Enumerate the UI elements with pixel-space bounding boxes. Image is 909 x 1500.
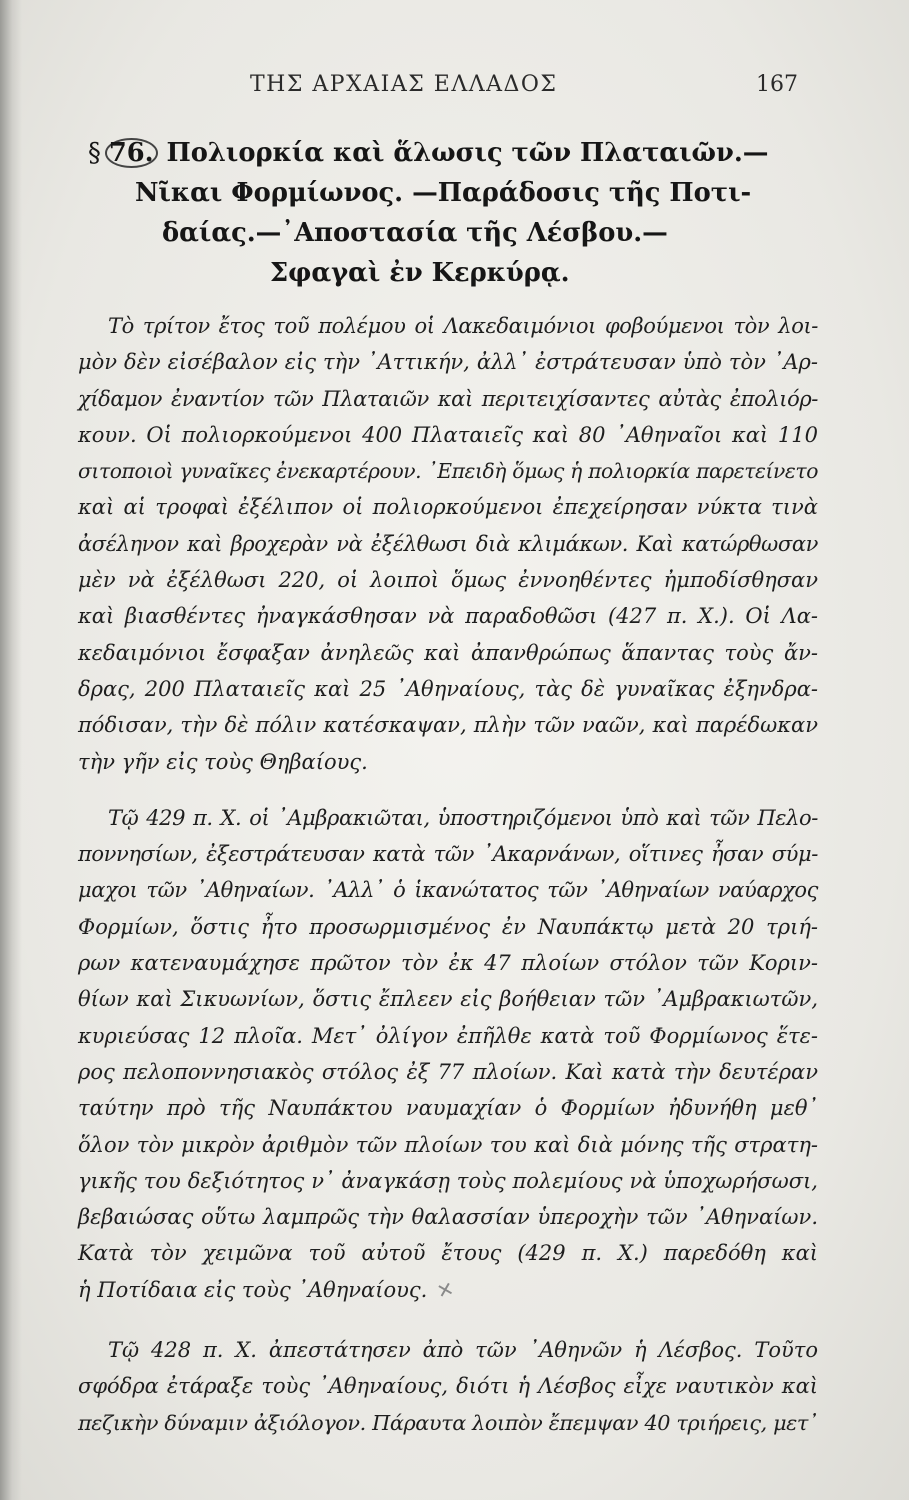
heading-line: Νῖκαι Φορμίωνος. —Παράδοσις τῆς Ποτι- bbox=[135, 178, 752, 208]
paragraph-lesbos bbox=[78, 1332, 818, 1441]
text-line: πεζικὴν δύναμιν ἀξιόλογον. Πάραυτα λοιπὸν ἔπεμψαν 40 τριήρεις, μετ᾿ bbox=[78, 1410, 818, 1435]
text-line: ποννησίων, ἐξεστράτευσαν κατὰ τῶν ᾿Ακαρνάνων, οἵτινες ἦσαν σύμ- bbox=[78, 842, 818, 867]
text-line: σφόδρα ἐτάραξε τοὺς ᾿Αθηναίους, διότι ἡ Λέσβος εἶχε ναυτικὸν καὶ bbox=[78, 1374, 818, 1399]
text-line: γικῆς του δεξιότητος ν᾿ ἀναγκάσῃ τοὺς πολεμίους νὰ ὑποχωρήσωσι, bbox=[78, 1168, 818, 1193]
text-line: Τῷ 428 π. Χ. ἀπεστάτησεν ἀπὸ τῶν ᾿Αθηνῶν ἡ Λέσβος. Τοῦτο bbox=[108, 1338, 818, 1363]
text-line: σιτοποιοὶ γυναῖκες ἐνεκαρτέρουν. ᾿Επειδὴ ὅμως ἡ πολιορκία παρετείνετο bbox=[78, 459, 818, 484]
text-line: θίων καὶ Σικυωνίων, ὅστις ἔπλεεν εἰς βοήθειαν τῶν ᾿Αμβρακιωτῶν, bbox=[78, 987, 818, 1012]
text-line: μαχοι τῶν ᾿Αθηναίων. ᾿Αλλ᾿ ὁ ἱκανώτατος τῶν ᾿Αθηναίων ναύαρχος bbox=[78, 878, 818, 903]
heading-line: Σφαγαὶ ἐν Κερκύρᾳ. bbox=[270, 258, 570, 288]
paragraph-plataea bbox=[78, 308, 818, 780]
text-line: κουν. Οἱ πολιορκούμενοι 400 Πλαταιεῖς καὶ 80 ᾿Αθηναῖοι καὶ 110 bbox=[78, 422, 818, 447]
text-line: Τὸ τρίτον ἔτος τοῦ πολέμου οἱ Λακεδαιμόνιοι φοβούμενοι τὸν λοι- bbox=[108, 314, 818, 338]
running-title: ΤΗΣ ΑΡΧΑΙΑΣ ΕΛΛΑΔΟΣ bbox=[250, 72, 558, 97]
text-line-content: ἡ Ποτίδαια εἰς τοὺς ᾿Αθηναίους. bbox=[78, 1277, 428, 1302]
text-line: δρας, 200 Πλαταιεῖς καὶ 25 ᾿Αθηναίους, τὰς δὲ γυναῖκας ἐξηνδρα- bbox=[78, 676, 818, 701]
text-line: καὶ βιασθέντες ἠναγκάσθησαν νὰ παραδοθῶσι (427 π. Χ.). Οἱ Λα- bbox=[78, 604, 818, 629]
text-line: κεδαιμόνιοι ἔσφαξαν ἀνηλεῶς καὶ ἀπανθρώπως ἅπαντας τοὺς ἄν- bbox=[78, 640, 818, 665]
section-symbol: § bbox=[88, 138, 101, 168]
section-number: 76. bbox=[105, 138, 158, 168]
pencil-mark: ✕ bbox=[434, 1275, 457, 1304]
text-line: ρος πελοποννησιακὸς στόλος ἐξ 77 πλοίων. Καὶ κατὰ τὴν δευτέραν bbox=[78, 1059, 818, 1084]
text-line bbox=[78, 1272, 818, 1308]
text-line: τὴν γῆν εἰς τοὺς Θηβαίους. bbox=[78, 749, 368, 774]
chapter-heading bbox=[88, 133, 788, 293]
text-line: μὲν νὰ ἐξέλθωσι 220, οἱ λοιποὶ ὅμως ἐννοηθέντες ἠμποδίσθησαν bbox=[78, 568, 818, 593]
text-line: ρων κατεναυμάχησε πρῶτον τὸν ἐκ 47 πλοίων στόλον τῶν Κοριν- bbox=[78, 951, 818, 976]
text-line: καὶ αἱ τροφαὶ ἐξέλιπον οἱ πολιορκούμενοι ἐπεχείρησαν νύκτα τινὰ bbox=[78, 495, 818, 520]
text-line: βεβαιώσας οὕτω λαμπρῶς τὴν θαλασσίαν ὑπεροχὴν τῶν ᾿Αθηναίων. bbox=[78, 1205, 818, 1230]
page-number: 167 bbox=[756, 72, 798, 97]
body-text bbox=[78, 308, 818, 1441]
text-line: ὅλον τὸν μικρὸν ἀριθμὸν τῶν πλοίων του καὶ διὰ μόνης τῆς στρατη- bbox=[78, 1132, 818, 1157]
heading-line bbox=[88, 133, 788, 173]
text-line: κυριεύσας 12 πλοῖα. Μετ᾿ ὀλίγον ἐπῆλθε κατὰ τοῦ Φορμίωνος ἕτε- bbox=[78, 1023, 818, 1048]
text-line: Τῷ 429 π. Χ. οἱ ᾿Αμβρακιῶται, ὑποστηριζόμενοι ὑπὸ καὶ τῶν Πελο- bbox=[108, 805, 818, 830]
text-line: χίδαμον ἐναντίον τῶν Πλαταιῶν καὶ περιτειχίσαντες αὐτὰς ἐπολιόρ- bbox=[78, 386, 818, 411]
text-line: Κατὰ τὸν χειμῶνα τοῦ αὐτοῦ ἔτους (429 π. Χ.) παρεδόθη καὶ bbox=[78, 1241, 818, 1266]
text-line: μὸν δὲν εἰσέβαλον εἰς τὴν ᾿Αττικήν, ἀλλ᾿ ἐστράτευσαν ὑπὸ τὸν ᾿Αρ- bbox=[78, 350, 818, 375]
text-line: πόδισαν, τὴν δὲ πόλιν κατέσκαψαν, πλὴν τῶν ναῶν, καὶ παρέδωκαν bbox=[78, 713, 818, 738]
spine-shadow bbox=[0, 0, 22, 1500]
text-line: Φορμίων, ὅστις ἦτο προσωρμισμένος ἐν Ναυπάκτῳ μετὰ 20 τριή- bbox=[78, 914, 818, 939]
paragraph-phormio bbox=[78, 800, 818, 1308]
heading-line-text: Πολιορκία καὶ ἅλωσις τῶν Πλαταιῶν.— bbox=[166, 138, 769, 168]
heading-line: δαίας.—᾿Αποστασία τῆς Λέσβου.— bbox=[162, 218, 668, 248]
text-line: ταύτην πρὸ τῆς Ναυπάκτου ναυμαχίαν ὁ Φορμίων ἠδυνήθη μεθ᾿ bbox=[78, 1096, 818, 1121]
text-line: ἀσέληνον καὶ βροχερὰν νὰ ἐξέλθωσι διὰ κλιμάκων. Καὶ κατώρθωσαν bbox=[78, 531, 818, 556]
